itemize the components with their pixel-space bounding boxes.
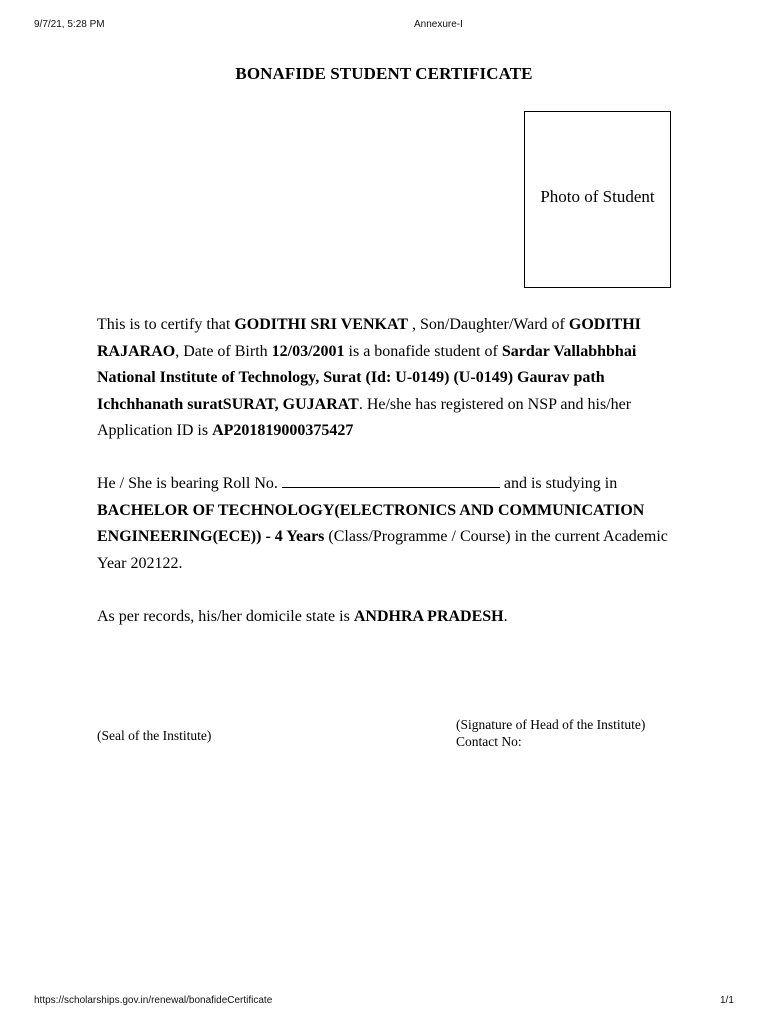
photo-placeholder-label: Photo of Student [540, 187, 655, 206]
relation-text: , Son/Daughter/Ward of [407, 316, 569, 333]
print-datetime: 9/7/21, 5:28 PM [34, 19, 105, 30]
domicile-period: . [503, 608, 508, 625]
institute-name: Sardar Vallabhbhai National Institute of Technology, Surat (Id: U-0149) (U-0149) Gaurav path Ichchhanath suratSURAT, GUJARAT [97, 342, 637, 413]
domicile-paragraph [97, 604, 677, 631]
date-of-birth: 12/03/2001 [271, 342, 345, 360]
domicile-state: ANDHRA PRADESH [353, 608, 504, 625]
bonafide-text: is a bonafide student of [344, 342, 502, 360]
signature-block [456, 716, 645, 750]
course-name: BACHELOR OF TECHNOLOGY(ELECTRONICS AND COMMUNICATION ENGINEERING(ECE)) - 4 Years [97, 501, 645, 545]
student-photo-box [524, 111, 671, 288]
parent-name: GODITHI RAJARAO [97, 316, 641, 360]
signature-label: (Signature of Head of the Institute) [456, 717, 646, 732]
student-name: GODITHI SRI VENKAT [234, 316, 408, 333]
studying-text: and is studying in [499, 475, 618, 492]
roll-number-blank [282, 475, 500, 488]
academic-year-text: (Class/Programme / Course) in the current Academic Year 202122. [97, 528, 668, 572]
certificate-title: BONAFIDE STUDENT CERTIFICATE [235, 64, 533, 83]
course-paragraph [97, 471, 677, 577]
print-footer-url: https://scholarships.gov.in/renewal/bonafideCertificate [34, 995, 273, 1006]
print-header-title: Annexure-I [414, 19, 463, 30]
seal-label: (Seal of the Institute) [97, 728, 212, 743]
roll-label: He / She is bearing Roll No. [97, 475, 282, 492]
contact-label: Contact No: [456, 734, 522, 749]
certify-text: This is to certify that [97, 316, 235, 333]
application-id: AP201819000375427 [212, 422, 354, 439]
nsp-text: . He/she has registered on NSP and his/her Application ID is [97, 395, 632, 439]
dob-label: , Date of Birth [175, 342, 272, 360]
domicile-label: As per records, his/her domicile state is [97, 608, 354, 625]
print-page-number: 1/1 [720, 995, 734, 1006]
certification-paragraph [97, 312, 677, 445]
